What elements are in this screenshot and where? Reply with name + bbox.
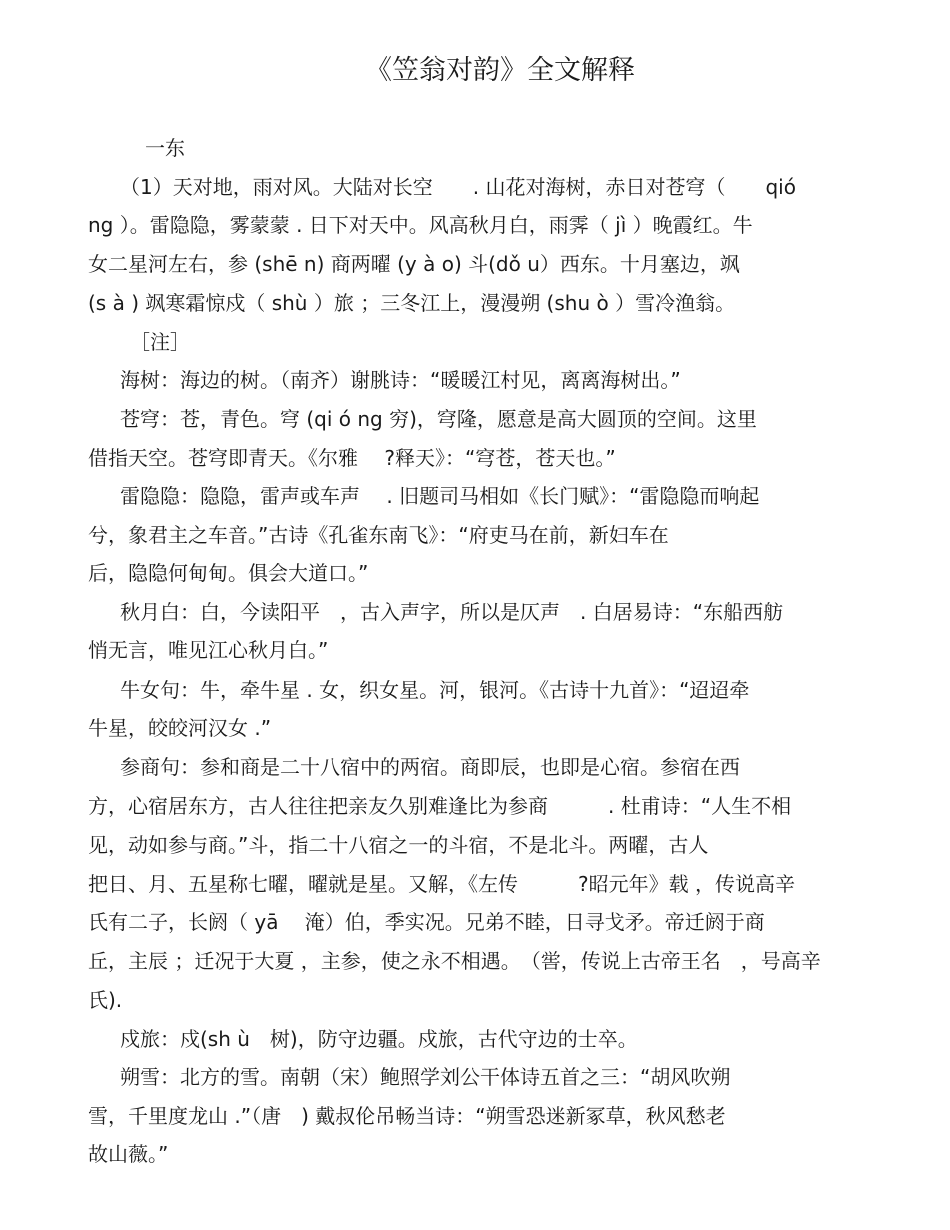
text-line: 兮，象君主之车音。”古诗《孔雀东南飞》：“府吏马在前，新妇车在 xyxy=(88,523,669,547)
text-line: 牛女句：牛，牵牛星 . 女，织女星。河，银河。《古诗十九首》：“迢迢牵 xyxy=(120,678,750,702)
text-line: 故山薇。” xyxy=(88,1142,169,1166)
text-line: (s à ) 飒寒霜惊戍（ shù ）旅 ；三冬江上，漫漫朔 (shu ò ）雪冷渔翁。 xyxy=(88,291,736,315)
text-line: 借指天空。苍穹即青天。《尔雅 ?释天》：“穹苍，苍天也。” xyxy=(88,446,616,470)
text-line: 见，动如参与商。”斗，指二十八宿之一的斗宿，不是北斗。两曜，古人 xyxy=(88,833,709,857)
text-line: 女二星河左右，参 (shē n) 商两曜 (y à o) 斗(dǒ u）西东。十月塞边，飒 xyxy=(88,252,740,276)
text-line: 参商句：参和商是二十八宿中的两宿。商即辰，也即是心宿。参宿在西 xyxy=(120,755,740,779)
text-line: 秋月白：白，今读阳平 ，古入声字，所以是仄声 . 白居易诗：“东船西舫 xyxy=(120,600,784,624)
text-line: 戍旅：戍(sh ù 树)，防守边疆。戍旅，古代守边的士卒。 xyxy=(120,1027,638,1051)
text-line: 氏). xyxy=(88,988,123,1012)
text-line: 朔雪：北方的雪。南朝（宋）鲍照学刘公干体诗五首之三：“胡风吹朔 xyxy=(120,1065,731,1089)
text-line: ng ）。雷隐隐，雾蒙蒙 . 日下对天中。风高秋月白，雨霁（ jì ）晚霞红。牛 xyxy=(88,213,753,237)
text-line: 苍穹：苍，青色。穹 (qi ó ng 穷)，穹隆，愿意是高大圆顶的空间。这里 xyxy=(120,407,757,431)
text-line: 雪，千里度龙山 .”（唐 ) 戴叔伦吊畅当诗：“朔雪恐迷新冢草，秋风愁老 xyxy=(88,1104,726,1128)
text-line: 方，心宿居东方，古人往往把亲友久别难逢比为参商 . 杜甫诗：“人生不相 xyxy=(88,794,792,818)
text-line: 后，隐隐何甸甸。俱会大道口。” xyxy=(88,561,369,585)
text-line: 丘，主辰 ；迁况于大夏 ，主参，使之永不相遇。 （喾，传说上古帝王名 ，号高辛 xyxy=(88,949,821,973)
text-line: （1）天对地，雨对风。大陆对长空 . 山花对海树，赤日对苍穹（ qió xyxy=(120,175,796,199)
text-line: 牛星，皎皎河汉女 .” xyxy=(88,716,272,740)
notes-heading: ［注］ xyxy=(130,330,190,354)
text-line: 海树：海边的树。（南齐）谢朓诗：“暖暖江村见，离离海树出。” xyxy=(120,368,681,392)
text-line: 把日、月、五星称七曜，曜就是星。又解，《左传 ?昭元年》载 ，传说高辛 xyxy=(88,872,795,896)
text-line: 氏有二子，长阏（ yā 淹）伯，季实况。兄弟不睦，日寻戈矛。帝迁阏于商 xyxy=(88,910,765,934)
text-line: 悄无言，唯见江心秋月白。” xyxy=(88,638,329,662)
document-title: 《笠翁对韵》全文解释 xyxy=(365,55,635,86)
text-line: 雷隐隐：隐隐，雷声或车声 . 旧题司马相如《长门赋》：“雷隐隐而响起 xyxy=(120,484,760,508)
section-heading: 一东 xyxy=(145,136,185,160)
